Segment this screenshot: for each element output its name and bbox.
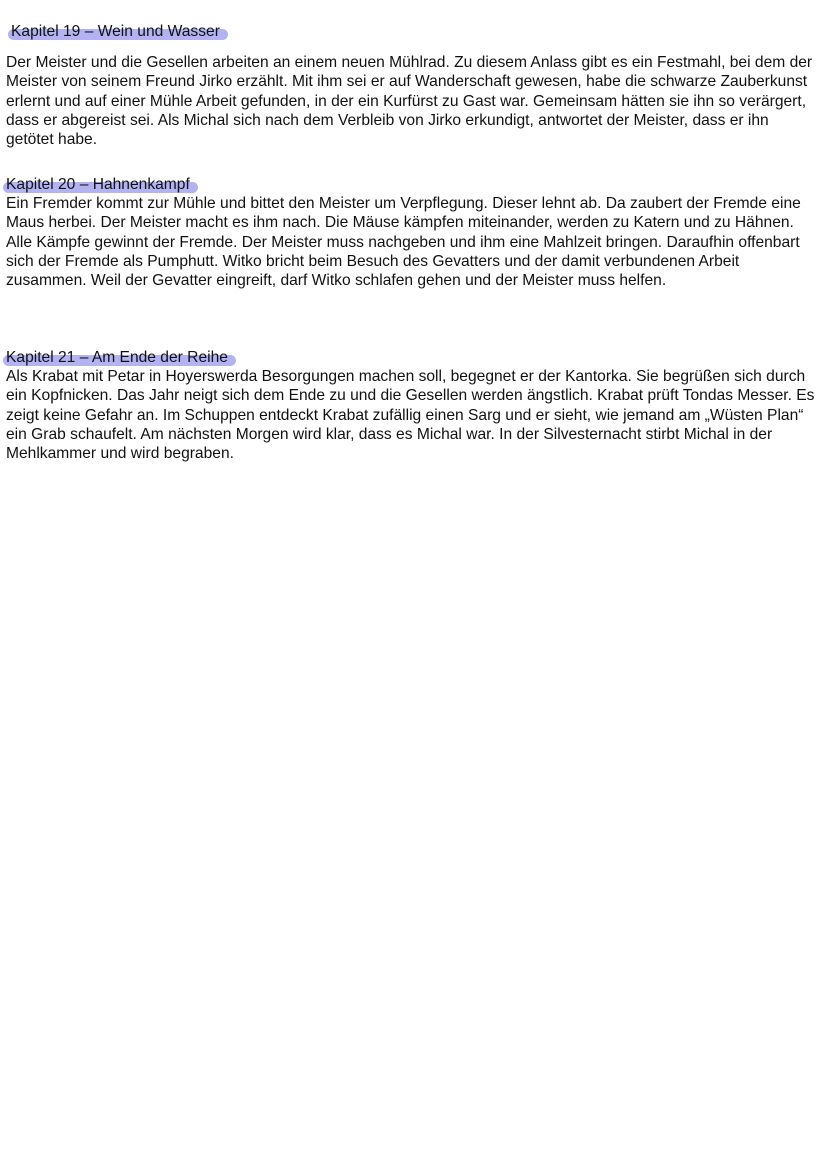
chapter-title: Kapitel 20 – Hahnenkampf xyxy=(6,176,190,193)
chapter-title: Kapitel 19 – Wein und Wasser xyxy=(11,23,220,40)
chapter-summary: Der Meister und die Gesellen arbeiten an einem neuen Mühlrad. Zu diesem Anlass gibt es ein Festmahl, bei dem der Meister von seinem Freund Jirko erzählt. Mit ihm sei er auf Wanderschaft gewesen, habe die schwarze Zauberkunst erlernt und auf einer Mühle Arbeit gefunden, in der ein Kurfürst zu Gast war. Gemeinsam hätten sie ihn so verärgert, dass er abgereist sei. Als Michal sich nach dem Verbleib von Jirko erkundigt, antwortet der Meister, dass er ihn getötet habe. xyxy=(6,54,813,149)
chapter-heading xyxy=(11,22,226,41)
chapter-21 xyxy=(6,348,818,463)
chapter-19 xyxy=(6,22,818,149)
chapter-title: Kapitel 21 – Am Ende der Reihe xyxy=(6,349,228,366)
chapter-summary: Als Krabat mit Petar in Hoyerswerda Besorgungen machen soll, begegnet er der Kantorka. Sie begrüßen sich durch ein Kopfnicken. Das Jahr neigt sich dem Ende zu und die Gesellen werden ängstlich. Krabat prüft Tondas Messer. Es zeigt keine Gefahr an. Im Schuppen entdeckt Krabat zufällig einen Sarg und er sieht, wie jemand am „Wüsten Plan“ ein Grab schaufelt. Am nächsten Morgen wird klar, dass es Michal war. In der Silvesternacht stirbt Michal in der Mehlkammer und wird begraben. xyxy=(6,368,815,463)
chapter-summary: Ein Fremder kommt zur Mühle und bittet den Meister um Verpflegung. Dieser lehnt ab. Da zaubert der Fremde eine Maus herbei. Der Meister macht es ihm nach. Die Mäuse kämpfen miteinander, werden zu Katern und zu Hähnen. Alle Kämpfe gewinnt der Fremde. Der Meister muss nachgeben und ihm eine Mahlzeit bringen. Daraufhin offenbart sich der Fremde als Pumphutt. Witko bricht beim Besuch des Gevatters und der damit verbundenen Arbeit zusammen. Weil der Gevatter eingreift, darf Witko schlafen gehen und der Meister muss helfen. xyxy=(6,195,801,290)
chapter-heading xyxy=(6,175,196,194)
chapter-heading xyxy=(6,348,234,367)
chapter-20 xyxy=(6,175,818,290)
